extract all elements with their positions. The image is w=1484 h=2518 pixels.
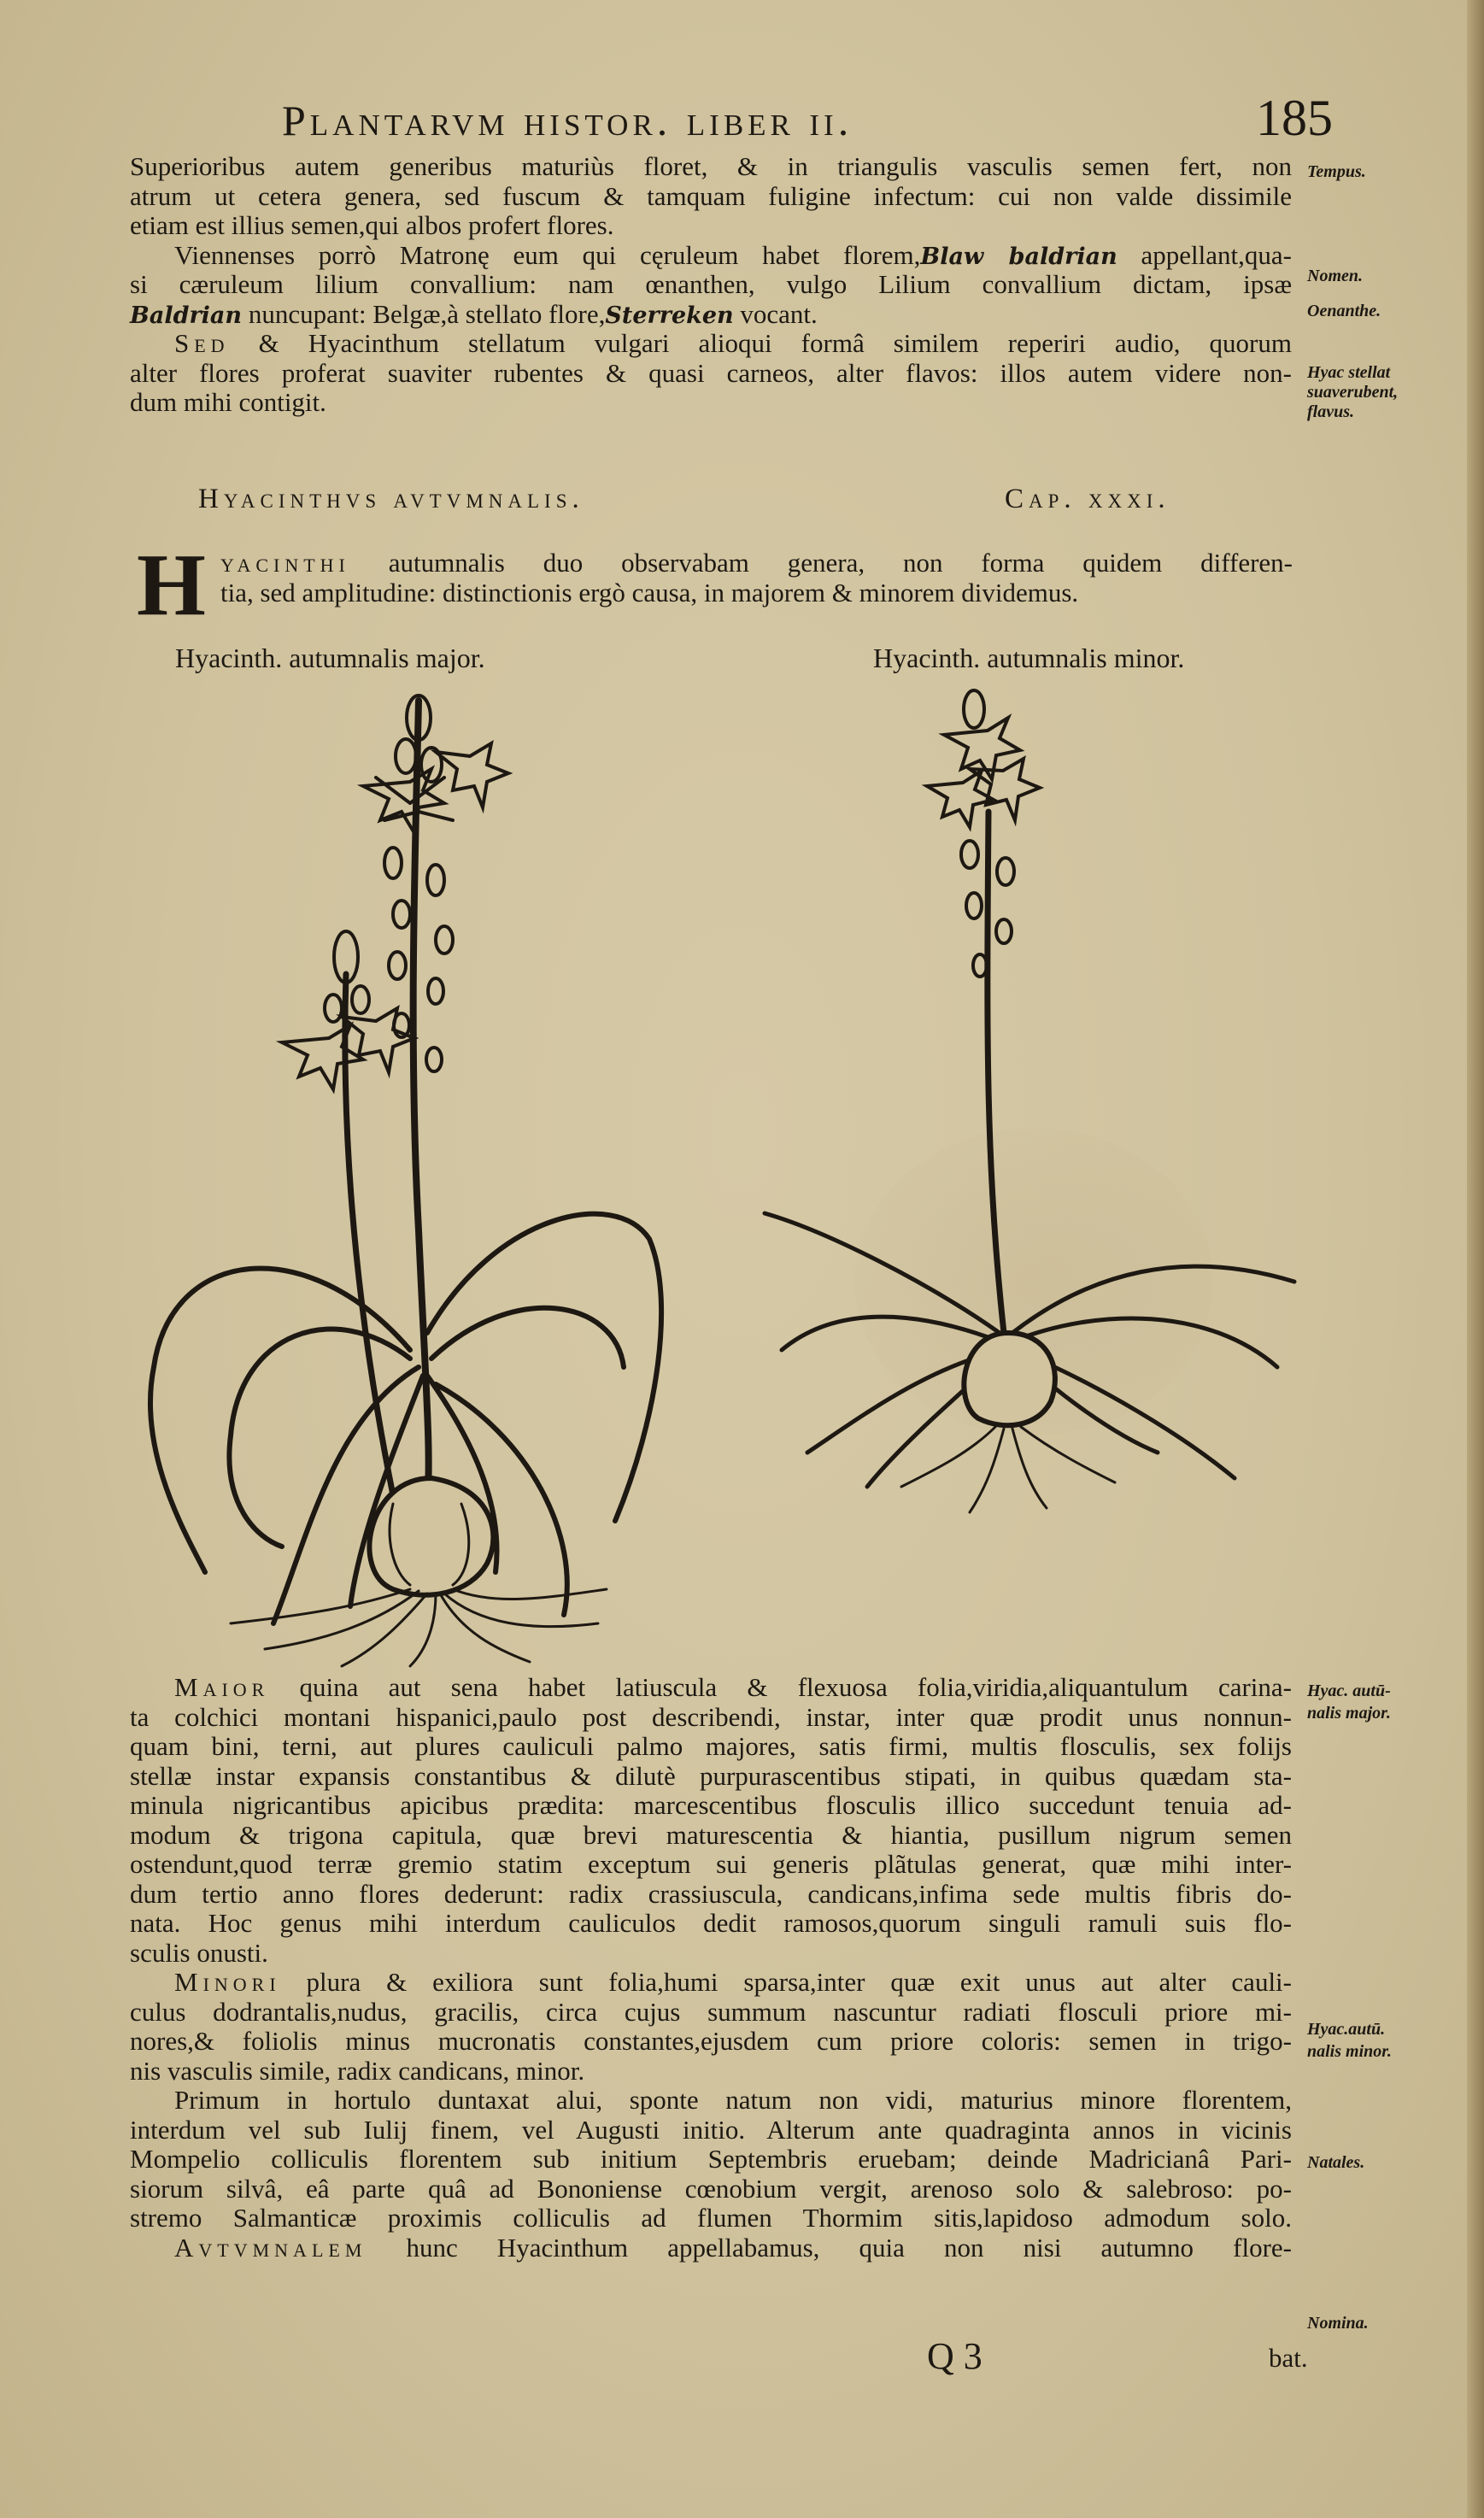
text-segment: plura & exiliora sunt folia,humi sparsa,inter quæ exit unus aut alter cauli- xyxy=(280,1967,1292,1997)
text-line: stremo Salmanticæ proximis colliculis ad flumen Thormim sitis,lapidoso admodum solo. xyxy=(130,2203,1292,2233)
text-line xyxy=(130,1968,1292,1998)
text-line: nores,& foliolis minus mucronatis constantes,ejusdem cum priore coloris: semen in trigo- xyxy=(130,2026,1292,2056)
text-line xyxy=(130,300,1292,330)
small-caps-word: Sed xyxy=(174,328,230,358)
text-segment: & Hyacinthum stellatum vulgari alioqui formâ similem reperiri audio, quorum xyxy=(229,328,1292,358)
margin-note: Hyac stellat xyxy=(1307,363,1391,382)
text-line: ta colchici montani hispanici,paulo post describendi, instar, inter quæ prodit unus nonnun- xyxy=(130,1701,1292,1732)
text-line: alter flores proferat suaviter rubentes & quasi carneos, alter flavos: illos autem videre non- xyxy=(130,357,1292,388)
text-line: dum tertio anno flores dederunt: radix crassiuscula, candicans,infima sede multis fibris do- xyxy=(130,1878,1292,1909)
figure-caption-minor: Hyacinth. autumnalis minor. xyxy=(873,643,1185,673)
running-title: Plantarvm histor. liber ii. xyxy=(282,97,853,144)
margin-note: flavus. xyxy=(1307,402,1354,421)
text-line xyxy=(130,1673,1292,1703)
blackletter-word: Sterreken xyxy=(605,302,734,329)
page-header xyxy=(282,90,1333,147)
margin-note: Hyac. autū- xyxy=(1307,1682,1391,1700)
chapter-number: Cap. xxxi. xyxy=(1005,484,1170,514)
text-line: minula nigricantibus apicibus prædita: marcescentibus flosculis illico succedunt tenuia ad- xyxy=(130,1790,1292,1820)
text-line: atrum ut cetera genera, sed fuscum & tamquam fuligine infectum: cui non valde dissimile xyxy=(130,180,1292,211)
text-segment: appellant,qua- xyxy=(1117,239,1292,270)
margin-note: Nomina. xyxy=(1307,2314,1369,2333)
text-line: tia, sed amplitudine: distinctionis ergò causa, in majorem & minorem dividemus. xyxy=(220,577,1079,607)
hyacinth-minor-woodcut xyxy=(756,684,1303,1529)
margin-note: Oenanthe. xyxy=(1307,302,1381,320)
text-line: si cæruleum lilium convallium: nam œnanthen, vulgo Lilium convallium dictam, ipsæ xyxy=(130,269,1292,299)
small-caps-word: Avtvmnalem xyxy=(174,2232,367,2263)
text-line: nis vasculis simile, radix candicans, minor. xyxy=(130,2055,585,2086)
small-caps-word: Minori xyxy=(174,1967,281,1997)
hyacinth-major-woodcut xyxy=(137,684,683,1675)
page-number: 185 xyxy=(1256,90,1333,146)
margin-note: Hyac.autū. xyxy=(1307,2020,1386,2039)
text-segment: quina aut sena habet latiuscula & flexuosa folia,viridia,aliquantulum carina- xyxy=(269,1672,1292,1702)
text-line: dum mihi contigit. xyxy=(130,387,326,417)
drop-cap: H xyxy=(137,536,206,634)
text-line: sculis onusti. xyxy=(130,1937,268,1968)
blackletter-word: Blaw baldrian xyxy=(920,243,1117,270)
intro-paragraph xyxy=(220,549,1293,607)
figure-caption-major: Hyacinth. autumnalis major. xyxy=(175,643,485,673)
text-line xyxy=(130,329,1292,359)
margin-note: Natales. xyxy=(1307,2153,1365,2172)
text-line: modum & trigona capitula, quæ brevi maturescentia & hiantia, pusillum nigrum semen xyxy=(130,1819,1292,1850)
text-segment: nuncupant: Belgæ,à stellato flore, xyxy=(242,298,606,329)
page-edge xyxy=(1467,0,1484,2518)
margin-note: Tempus. xyxy=(1307,162,1366,181)
text-line xyxy=(220,549,1293,578)
text-line: ostendunt,quod terræ gremio statim exceptum sui generis plãtulas generat, quæ mihi inter- xyxy=(130,1849,1292,1879)
text-line: interdum vel sub Iulij finem, vel Augusti initio. Alterum ante quadraginta annos in vicinis xyxy=(130,2114,1292,2145)
top-text-block xyxy=(130,152,1292,418)
catchword: bat. xyxy=(1269,2343,1308,2373)
small-caps-word: Maior xyxy=(174,1672,270,1702)
signature-mark: Q 3 xyxy=(927,2335,982,2377)
text-segment: autumnalis duo observabam genera, non forma quidem differen- xyxy=(349,548,1293,578)
major-paragraph xyxy=(130,1673,1292,2263)
margin-note: Nomen. xyxy=(1307,267,1363,285)
text-segment: vocant. xyxy=(733,298,818,329)
text-line: quam bini, terni, aut plures cauliculi palmo majores, satis firmi, multis flosculis, sex folijs xyxy=(130,1731,1292,1761)
text-line: Mompelio colliculis florentem sub initium Septembris eruebam; deinde Madricianâ Pari- xyxy=(130,2144,1292,2174)
text-line: culus dodrantalis,nudus, gracilis, circa cujus summum nascuntur radiati flosculi priore mi- xyxy=(130,1996,1292,2027)
text-line: Superioribus autem generibus maturiùs floret, & in triangulis vasculis semen fert, non xyxy=(130,151,1292,181)
text-line: stellæ instar expansis constantibus & dilutè purpurascentibus stipati, in quibus quædam sta- xyxy=(130,1760,1292,1791)
text-line: Primum in hortulo duntaxat alui, sponte natum non vidi, maturius minore florentem, xyxy=(174,2085,1292,2115)
chapter-heading xyxy=(198,484,1206,526)
text-line xyxy=(130,2233,1292,2263)
chapter-title: Hyacinthvs avtvmnalis. xyxy=(198,484,584,514)
text-line: siorum silvâ, eâ parte quâ ad Bononiense cœnobium vergit, arenoso solo & salebroso: po- xyxy=(130,2173,1292,2204)
text-line xyxy=(130,241,1292,271)
text-segment: hunc Hyacinthum appellabamus, quia non nisi autumno flore- xyxy=(367,2232,1292,2263)
margin-note: nalis minor. xyxy=(1307,2042,1392,2061)
text-line: nata. Hoc genus mihi interdum cauliculos dedit ramosos,quorum singuli ramuli suis flo- xyxy=(130,1908,1292,1938)
small-caps-word: yacinthi xyxy=(220,548,350,578)
text-segment: Viennenses porrò Matronę eum qui cęruleum habet florem, xyxy=(174,239,921,270)
blackletter-word: Baldrian xyxy=(130,302,243,329)
text-line: etiam est illius semen,qui albos profert flores. xyxy=(130,210,614,240)
margin-note: suaverubent, xyxy=(1307,383,1399,402)
margin-note: nalis major. xyxy=(1307,1704,1391,1723)
